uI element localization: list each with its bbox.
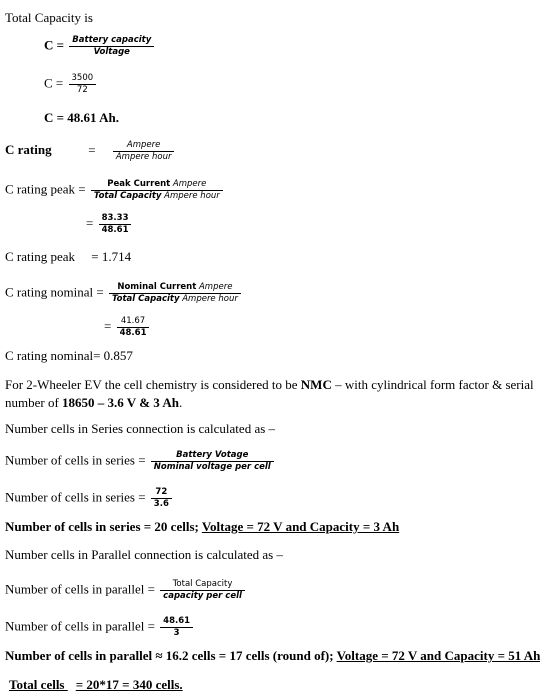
- denominator-unit: Ampere hour: [164, 191, 220, 201]
- series-result-text: Number of cells in series = 20 cells;: [5, 519, 202, 534]
- equals-sign: =: [104, 318, 112, 334]
- denominator: Ampere hour: [115, 152, 172, 162]
- formula-c-rating-peak: [5, 179, 225, 202]
- denominator: capacity per cell: [163, 591, 242, 601]
- fraction-battery-capacity-over-voltage: [69, 35, 154, 58]
- text: – with cylindrical form factor & serial: [331, 377, 534, 392]
- numerator: [91, 179, 223, 191]
- denominator: Nominal voltage per cell: [153, 462, 271, 472]
- formula-c-rating-nominal: [5, 282, 243, 305]
- formula-series-definition: [5, 450, 276, 473]
- formula-c-rating-nominal-values: [104, 316, 151, 339]
- heading-total-capacity: Total Capacity is: [5, 10, 93, 25]
- fraction-72-over-3-6: [151, 487, 172, 510]
- parallel-intro: Number cells in Parallel connection is calculated as –: [5, 547, 283, 562]
- cell-spec: 18650 – 3.6 V & 3 Ah: [62, 395, 179, 410]
- numerator: 72: [151, 487, 172, 499]
- fraction-total-capacity-over-capacity-per-cell: [160, 579, 245, 602]
- numerator: 41.67: [117, 316, 150, 328]
- denominator: 72: [76, 85, 88, 95]
- fraction-48-61-over-3: [160, 616, 193, 639]
- c-rating-peak-result-value: = 1.714: [91, 249, 132, 264]
- fraction-83-33-over-48-61: [99, 213, 132, 236]
- denominator: 48.61: [101, 225, 129, 235]
- total-cells-label: Total cells: [9, 677, 65, 692]
- text: .: [178, 395, 183, 410]
- fraction-nominal-current-over-total-capacity: [109, 282, 241, 305]
- series-result: [5, 519, 399, 534]
- numerator: Battery capacity: [69, 35, 154, 47]
- denominator-unit: Ampere hour: [182, 294, 238, 304]
- lhs-c: C =: [44, 75, 64, 91]
- c-rating-peak-result: [5, 249, 131, 264]
- parallel-result: [5, 648, 540, 663]
- denominator-bold: Total Capacity: [111, 294, 180, 304]
- fraction-41-67-over-48-61: [117, 316, 150, 339]
- parallel-result-underlined: Voltage = 72 V and Capacity = 51 Ah: [336, 648, 540, 663]
- text: number of: [5, 395, 63, 410]
- numerator-bold: Nominal Current: [117, 282, 197, 292]
- numerator: 3500: [69, 73, 97, 85]
- parallel-label: Number of cells in parallel =: [5, 618, 155, 634]
- denominator: [91, 191, 223, 202]
- c-rating-nominal-label: C rating nominal =: [5, 284, 104, 300]
- series-label: Number of cells in series =: [5, 452, 146, 468]
- numerator: Battery Votage: [151, 450, 274, 462]
- text: For 2-Wheeler EV the cell chemistry is considered to be: [5, 377, 301, 392]
- c-rating-peak-label: C rating peak =: [5, 181, 86, 197]
- numerator-unit: Ampere: [172, 179, 207, 189]
- formula-parallel-definition: [5, 579, 247, 602]
- denominator: Voltage: [93, 47, 130, 57]
- numerator: [109, 282, 241, 294]
- chemistry-nmc: NMC: [300, 377, 332, 392]
- formula-capacity-values: [44, 73, 98, 96]
- formula-c-rating-peak-values: [86, 213, 133, 236]
- numerator: 83.33: [99, 213, 132, 225]
- denominator-bold: Total Capacity: [93, 191, 162, 201]
- formula-parallel-values: [5, 616, 195, 639]
- equals-sign: =: [86, 215, 94, 231]
- total-cells-value: = 20*17 = 340 cells.: [75, 677, 183, 692]
- fraction-peak-current-over-total-capacity: [91, 179, 223, 202]
- series-intro: Number cells in Series connection is calculated as –: [5, 421, 276, 436]
- parallel-label: Number of cells in parallel =: [5, 581, 155, 597]
- c-rating-peak-result-label: C rating peak: [5, 249, 76, 264]
- denominator: 3: [173, 628, 180, 638]
- numerator-unit: Ampere: [198, 282, 233, 292]
- numerator: Ampere: [113, 140, 175, 152]
- fraction-battery-voltage-over-nominal: [151, 450, 274, 473]
- total-cells-result: [9, 677, 183, 692]
- c-rating-nominal-result: C rating nominal= 0.857: [5, 348, 133, 363]
- capacity-result: C = 48.61 Ah.: [44, 110, 119, 125]
- formula-series-values: [5, 487, 174, 510]
- denominator: [109, 294, 241, 305]
- denominator: 3.6: [153, 499, 169, 509]
- series-result-underlined: Voltage = 72 V and Capacity = 3 Ah: [201, 519, 400, 534]
- denominator: 48.61: [119, 328, 147, 338]
- series-label: Number of cells in series =: [5, 489, 146, 505]
- parallel-result-text: Number of cells in parallel ≈ 16.2 cells = 17 cells (round of);: [5, 648, 337, 663]
- paragraph-cell-chemistry-line2: [5, 395, 182, 410]
- c-rating-label: C rating: [5, 142, 52, 158]
- formula-capacity-definition: [44, 35, 156, 58]
- numerator: 48.61: [160, 616, 193, 628]
- fraction-3500-over-72: [69, 73, 97, 96]
- lhs-c: C =: [44, 37, 65, 53]
- equals-sign: =: [88, 142, 96, 158]
- formula-c-rating: [5, 140, 176, 163]
- paragraph-cell-chemistry-line1: [5, 377, 534, 392]
- numerator-bold: Peak Current: [107, 179, 171, 189]
- fraction-ampere-over-ampere-hour: [113, 140, 175, 163]
- numerator: Total Capacity: [160, 579, 245, 591]
